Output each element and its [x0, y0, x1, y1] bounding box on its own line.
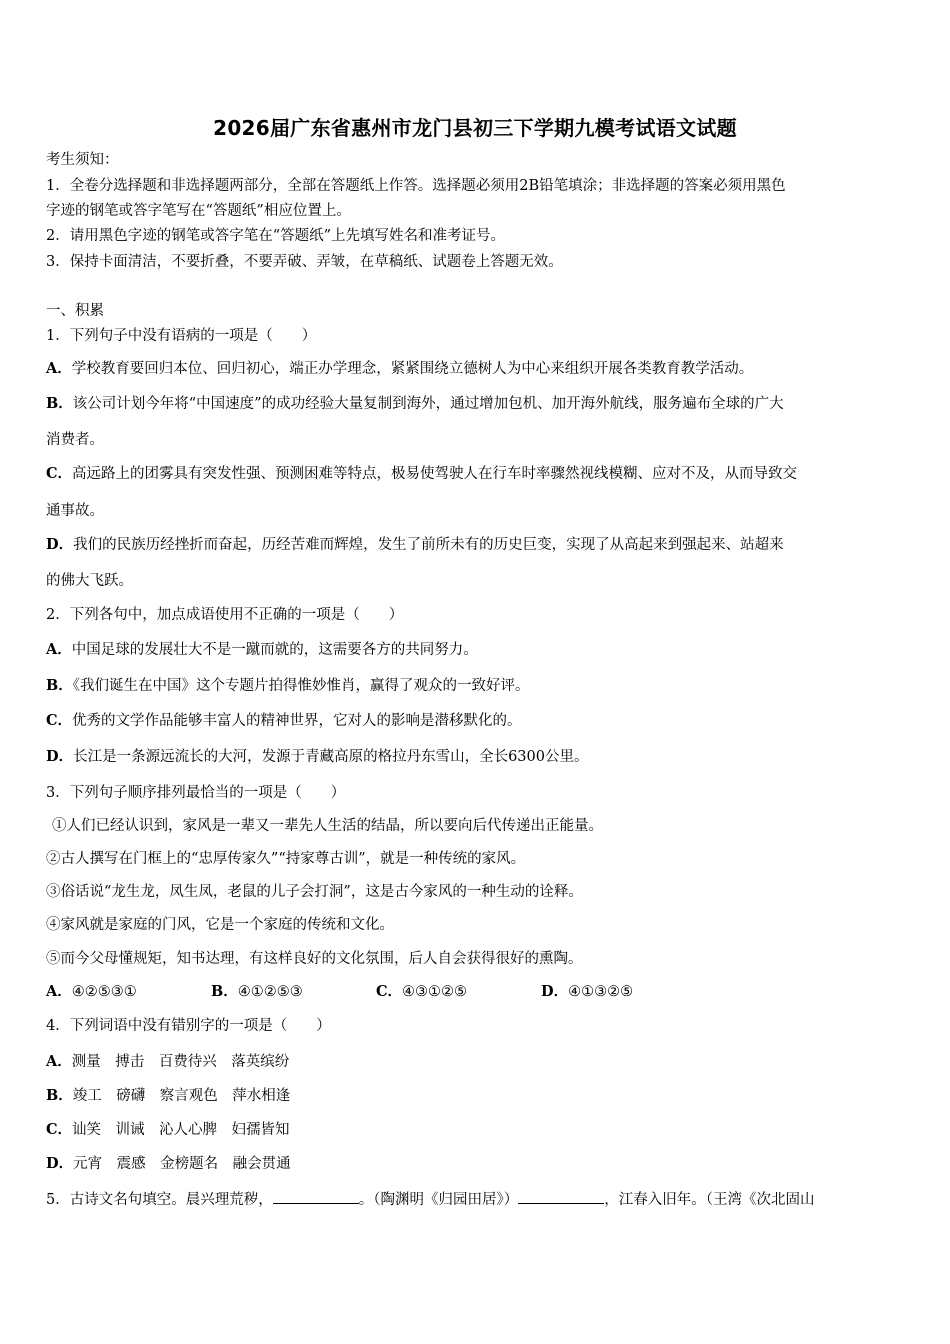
- question-3-sentence-4: ④家风就是家庭的门风，它是一个家庭的传统和文化。: [46, 917, 394, 933]
- notice-heading: 考生须知：: [46, 152, 119, 168]
- question-1-option-d: [46, 535, 916, 555]
- option-text: 长江是一条源远流长的大河，发源于青藏高原的格拉丹东雪山，全长6300公里。: [73, 749, 589, 765]
- question-4-option-b: [46, 1086, 916, 1106]
- question-3-option-a: A．④②⑤③①: [46, 983, 137, 1000]
- notice-item-1-cont: 字迹的钢笔或答字笔写在“答题纸”相应位置上。: [46, 203, 351, 219]
- question-3-sentence-1: ①人们已经认识到，家风是一辈又一辈先人生活的结晶，所以要向后代传递出正能量。: [52, 818, 603, 834]
- option-text: 竣工 磅礴 察言观色 萍水相逢: [72, 1088, 291, 1104]
- option-text: 讪笑 训诫 沁人心脾 妇孺皆知: [72, 1122, 290, 1138]
- question-2-stem: 2．下列各句中，加点成语使用不正确的一项是（ ）: [46, 607, 404, 623]
- question-2-option-d: [46, 747, 916, 767]
- question-3-option-b: B．④①②⑤③: [211, 983, 303, 1000]
- question-4-option-a: [46, 1052, 916, 1072]
- question-1-stem: 1．下列句子中没有语病的一项是（ ）: [46, 328, 317, 344]
- option-label: B．: [46, 677, 73, 694]
- question-1-option-a: [46, 359, 916, 379]
- question-5-text-1: 5．古诗文名句填空。晨兴理荒秽，: [46, 1192, 273, 1208]
- option-text: 测量 搏击 百费待兴 落英缤纷: [71, 1054, 290, 1070]
- question-4-stem: 4．下列词语中没有错别字的一项是（ ）: [46, 1018, 331, 1034]
- option-label: B．: [46, 395, 73, 412]
- notice-item-2: 2．请用黑色字迹的钢笔或答字笔在“答题纸”上先填写姓名和准考证号。: [46, 228, 506, 244]
- option-text: 元宵 震感 金榜题名 融会贯通: [73, 1156, 291, 1172]
- question-3-options: [46, 982, 916, 1002]
- option-label: A．: [46, 360, 72, 377]
- option-text: 学校教育要回归本位、回归初心，端正办学理念，紧紧围绕立德树人为中心来组织开展各类教育教学活动。: [71, 361, 754, 377]
- option-text: 《我们诞生在中国》这个专题片拍得惟妙惟肖，赢得了观众的一致好评。: [72, 678, 530, 694]
- option-label: D．: [46, 1155, 74, 1172]
- question-5-text-3: ，江春入旧年。（王湾《次北固山: [604, 1192, 815, 1208]
- question-2-option-b: [46, 676, 916, 696]
- question-3-sentence-2: ②古人撰写在门框上的“忠厚传家久”“持家尊古训”，就是一种传统的家风。: [46, 851, 526, 867]
- option-text: 高远路上的团雾具有突发性强、预测困难等特点，极易使驾驶人在行车时率骤然视线模糊、应对不及，从而导致交: [72, 466, 798, 482]
- option-text: 中国足球的发展壮大不是一蹴而就的，这需要各方的共同努力。: [71, 642, 478, 658]
- option-label: A．: [46, 1053, 72, 1070]
- answer-blank-2[interactable]: [518, 1189, 604, 1204]
- question-1-option-c-cont: 通事故。: [46, 503, 104, 519]
- question-2-option-c: [46, 711, 916, 731]
- question-5-text-2: 。（陶渊明《归园田居》）: [358, 1192, 519, 1208]
- question-4-option-d: [46, 1154, 916, 1174]
- question-3-sentence-5: ⑤而今父母懂规矩，知书达理，有这样良好的文化氛围，后人自会获得很好的熏陶。: [46, 951, 583, 967]
- question-2-option-a: [46, 640, 916, 660]
- question-3-option-d: D．④①③②⑤: [541, 983, 634, 1000]
- option-label: D．: [46, 748, 74, 765]
- question-1-option-d-cont: 的佛大飞跃。: [46, 573, 133, 589]
- option-text: 优秀的文学作品能够丰富人的精神世界，它对人的影响是潜移默化的。: [72, 713, 522, 729]
- option-label: C．: [46, 712, 73, 729]
- question-1-option-b: [46, 394, 916, 414]
- page-title: 2026届广东省惠州市龙门县初三下学期九模考试语文试题: [213, 116, 737, 140]
- option-label: B．: [46, 1087, 73, 1104]
- option-label: D．: [46, 536, 74, 553]
- notice-item-3: 3．保持卡面清洁，不要折叠，不要弄破、弄皱，在草稿纸、试题卷上答题无效。: [46, 254, 563, 270]
- option-label: C．: [46, 465, 73, 482]
- question-3-option-c: C．④③①②⑤: [376, 983, 468, 1000]
- question-1-option-b-cont: 消费者。: [46, 432, 104, 448]
- question-3-sentence-3: ③俗话说“龙生龙，凤生凤，老鼠的儿子会打洞”，这是古今家风的一种生动的诠释。: [46, 884, 583, 900]
- option-label: C．: [46, 1121, 73, 1138]
- question-5: [46, 1189, 916, 1210]
- answer-blank-1[interactable]: [273, 1189, 359, 1204]
- notice-item-1: 1．全卷分选择题和非选择题两部分，全部在答题纸上作答。选择题必须用2B铅笔填涂；非选择题的答案必须用黑色: [46, 178, 786, 194]
- option-text: 我们的民族历经挫折而奋起，历经苦难而辉煌，发生了前所未有的历史巨变，实现了从高起来到强起来、站超来: [73, 537, 784, 553]
- question-3-stem: 3．下列句子顺序排列最恰当的一项是（ ）: [46, 785, 346, 801]
- section-heading: 一、积累: [46, 303, 104, 319]
- option-label: A．: [46, 641, 72, 658]
- question-1-option-c: [46, 464, 916, 484]
- option-text: 该公司计划今年将“中国速度”的成功经验大量复制到海外，通过增加包机、加开海外航线，服务遍布全球的广大: [72, 396, 784, 412]
- question-4-option-c: [46, 1120, 916, 1140]
